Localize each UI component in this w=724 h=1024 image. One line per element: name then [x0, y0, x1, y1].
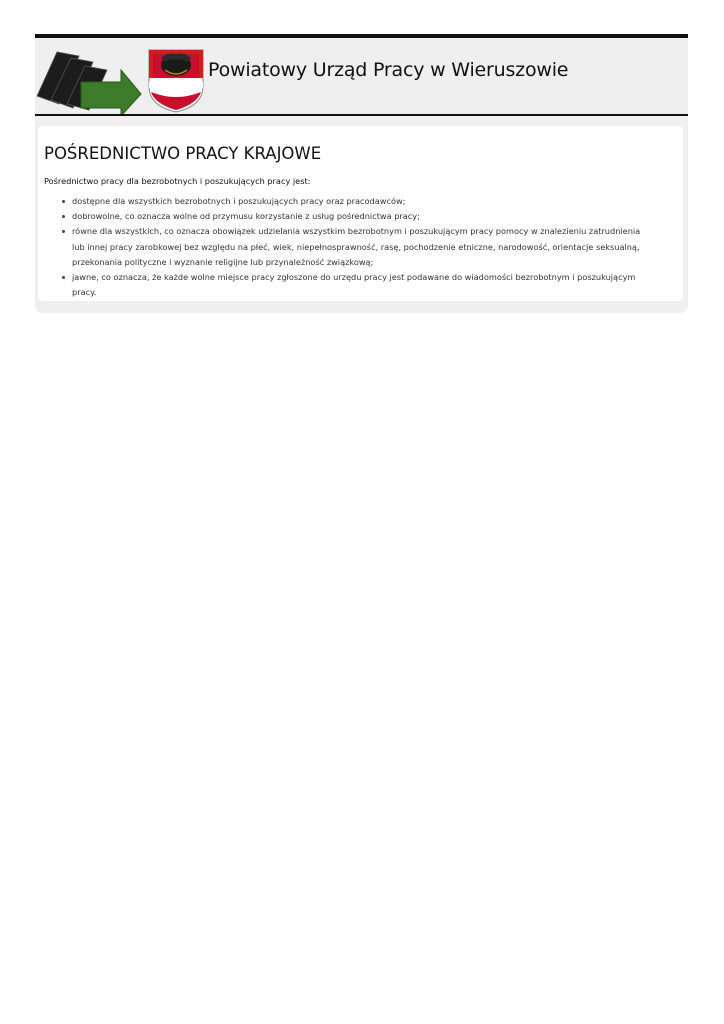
- page-title: POŚREDNICTWO PRACY KRAJOWE: [44, 144, 322, 163]
- site-title: Powiatowy Urząd Pracy w Wieruszowie: [208, 59, 569, 81]
- main-content: [38, 126, 683, 301]
- page-container: [35, 34, 688, 313]
- list-item: dostępne dla wszystkich bezrobotnych i poszukujących pracy oraz pracodawców;: [72, 194, 652, 209]
- intro-text: Pośrednictwo pracy dla bezrobotnych i poszukujących pracy jest:: [44, 176, 311, 186]
- list-item: równe dla wszystkich, co oznacza obowiązek udzielania wszystkim bezrobotnym i poszukującym pracy pomocy w znalezieniu zatrudnienia lub innej pracy zarobkowej bez względu na płeć, wiek, niepełnosprawność, rasę, pochodzenie etniczne, narodowość, orientacje seksualną, przekonania polityczne i wyznanie religijne lub przynależność związkową;: [72, 224, 652, 270]
- list-item: jawne, co oznacza, że każde wolne miejsce pracy zgłoszone do urzędu pracy jest podawane do wiadomości bezrobotnym i poszukującym pracy.: [72, 270, 652, 300]
- site-logo-icon[interactable]: [35, 44, 205, 114]
- site-header: [35, 38, 688, 116]
- list-item: dobrowolne, co oznacza wolne od przymusu korzystanie z usług pośrednictwa pracy;: [72, 209, 652, 224]
- features-list: [72, 194, 652, 300]
